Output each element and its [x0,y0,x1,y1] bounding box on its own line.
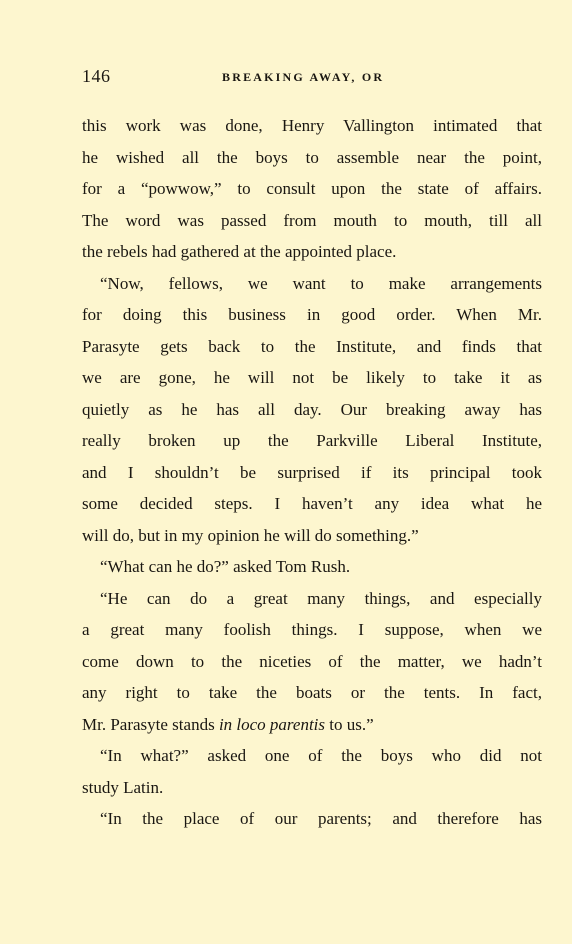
text-line: this work was done, Henry Vallington intimated that [82,116,542,135]
text-line: “In the place of our parents; and therefore has [100,809,542,828]
text-line: we are gone, he will not be likely to take it as [82,368,542,387]
text-line-with-italic [82,709,542,741]
text-line: for a “powwow,” to consult upon the state of affairs. [82,179,542,198]
italic-phrase: in loco parentis [218,714,326,734]
text-line: any right to take the boats or the tents. In fact, [82,683,542,702]
text-segment: to us.” [325,714,374,734]
text-line: Parasyte gets back to the Institute, and finds that [82,336,542,356]
text-line: the rebels had gathered at the appointed place. [82,242,397,261]
running-head: BREAKING AWAY, OR [222,70,385,84]
text-line: some decided steps. I haven’t any idea what he [82,494,542,513]
text-line: The word was passed from mouth to mouth, till all [82,210,542,230]
text-line: “Now, fellows, we want to make arrangements [100,273,542,293]
text-line: “What can he do?” asked Tom Rush. [100,557,351,576]
text-line: he wished all the boys to assemble near the point, [82,147,542,167]
text-segment: Mr. Parasyte stands [82,714,219,734]
text-line: a great many foolish things. I suppose, when we [82,620,542,639]
text-line: “In what?” asked one of the boys who did not [100,746,542,765]
text-line: and I shouldn’t be surprised if its principal took [82,462,542,482]
page-number: 146 [82,66,111,86]
text-line: “He can do a great many things, and especially [100,588,542,608]
text-line: for doing this business in good order. When Mr. [82,305,542,324]
text-line: come down to the niceties of the matter, we hadn’t [82,651,542,671]
text-line: will do, but in my opinion he will do something.” [82,525,419,545]
text-line: quietly as he has all day. Our breaking away has [82,399,542,419]
text-line: study Latin. [82,777,164,797]
text-line: really broken up the Parkville Liberal Institute, [82,431,542,450]
body-text [82,110,542,835]
page-header [82,66,544,90]
